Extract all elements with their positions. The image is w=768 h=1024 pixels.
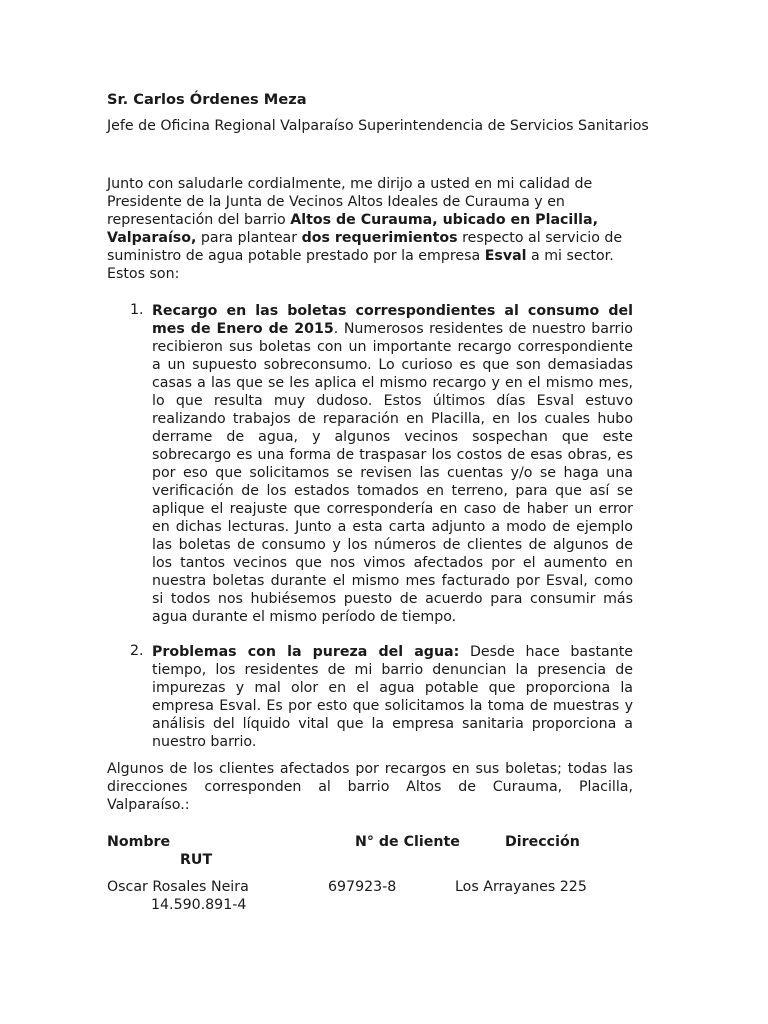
closing-paragraph: Algunos de los clientes afectados por recargos en sus boletas; todas las direcciones corresponden al barrio Altos de Curauma, Placilla, Valparaíso.: (107, 761, 633, 813)
intro-text-2: para plantear (196, 230, 302, 246)
header-address: Dirección (505, 834, 580, 850)
table-row (107, 879, 647, 919)
table-header-row (107, 834, 647, 874)
list-item-body: Desde hace bastante tiempo, los residentes de mi barrio denuncian la presencia de impurezas y mal olor en el agua potable que proporciona la empresa Esval. Es por esto que solicitamos la toma de muestras y análisis del líquido vital que la empresa sanitaria proporciona a nuestro barrio. (152, 644, 634, 750)
header-rut: RUT (180, 852, 213, 868)
list-item-title: Problemas con la pureza del agua: (152, 644, 460, 660)
list-item-body: . Numerosos residentes de nuestro barrio recibieron sus boletas con un importante recargo correspondiente a un supuesto sobreconsumo. Lo curioso es que son demasiadas casas a las que se les aplica el mismo recargo y en el mismo mes, lo que resulta muy dudoso. Estos últimos días Esval estuvo realizando trabajos de reparación en Placilla, en los cuales hubo derrame de agua, y algunos vecinos sospechan que este sobrecargo es una forma de traspasar los costos de esas obras, es por eso que solicitamos se revisen las cuentas y/o se haga una verificación de los estados tomados en terreno, para que así se aplique el reajuste que correspondería en caso de haber un error en dichas lecturas. Junto a esta carta adjunto a modo de ejemplo las boletas de consumo y los números de clientes de algunos de los tantos vecinos que nos vimos afectados por el aumento en nuestra boletas durante el mismo mes facturado por Esval, como si todos nos hubiésemos puesto de acuerdo para consumir más agua durante el mismo período de tiempo. (152, 321, 633, 625)
list-item-text (152, 643, 633, 751)
list-item (130, 643, 633, 751)
list-item-title: Recargo en las boletas correspondientes al consumo del mes de Enero de 2015 (152, 303, 633, 337)
intro-text-1: Junto con saludarle cordialmente, me dirijo a usted en mi calidad de Presidente de la Junta de Vecinos Altos Ideales de Curauma y en representación del barrio (107, 176, 593, 228)
row-rut: 14.590.891-4 (151, 897, 247, 913)
addressee-name: Sr. Carlos Órdenes Meza (107, 91, 307, 108)
list-item (130, 302, 633, 626)
intro-bold-requirements: dos requerimientos (301, 230, 458, 246)
intro-paragraph (107, 175, 633, 283)
intro-text-3: respecto al servicio de suministro de agua potable prestado por la empresa (107, 230, 623, 264)
row-name: Oscar Rosales Neira (107, 879, 249, 895)
intro-text-4: a mi sector. Estos son: (107, 248, 614, 282)
row-client-number: 697923-8 (328, 879, 397, 895)
header-client-number: N° de Cliente (355, 834, 460, 850)
list-item-number: 1. (130, 302, 144, 318)
intro-bold-location: Altos de Curauma, ubicado en Placilla, Valparaíso, (107, 212, 598, 246)
addressee-role: Jefe de Oficina Regional Valparaíso Superintendencia de Servicios Sanitarios (107, 118, 649, 134)
list-item-text (152, 302, 633, 626)
intro-bold-company: Esval (484, 248, 527, 264)
row-address: Los Arrayanes 225 (455, 879, 587, 895)
header-name: Nombre (107, 834, 171, 850)
list-item-number: 2. (130, 643, 144, 659)
